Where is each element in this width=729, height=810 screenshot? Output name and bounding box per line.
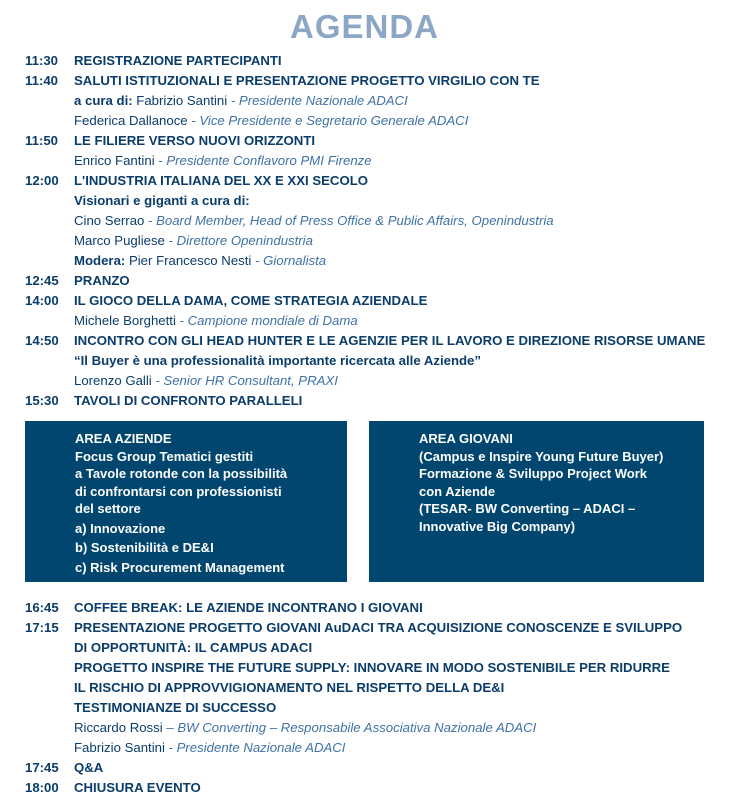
speaker-name: Michele Borghetti bbox=[74, 313, 176, 328]
box-line: del settore bbox=[75, 501, 141, 516]
agenda-heading: Q&A bbox=[74, 760, 104, 775]
agenda-heading: TESTIMONIANZE DI SUCCESSO bbox=[74, 700, 277, 715]
agenda-row bbox=[25, 331, 715, 351]
agenda-text bbox=[74, 131, 315, 151]
agenda-row bbox=[25, 778, 715, 798]
agenda-text bbox=[74, 171, 368, 191]
agenda-row bbox=[25, 111, 715, 131]
speaker-role: - Presidente Conflavoro PMI Firenze bbox=[154, 153, 372, 168]
agenda-text bbox=[74, 658, 670, 678]
agenda-text bbox=[74, 351, 481, 371]
agenda-row bbox=[25, 91, 715, 111]
agenda-row bbox=[25, 51, 715, 71]
agenda-heading: Modera: bbox=[74, 253, 129, 268]
box-line: (Campus e Inspire Young Future Buyer) bbox=[419, 448, 664, 464]
agenda-text bbox=[74, 91, 408, 111]
agenda-heading: a cura di: bbox=[74, 93, 137, 108]
agenda-time: 14:00 bbox=[25, 293, 59, 308]
agenda-text bbox=[74, 638, 312, 658]
agenda-row bbox=[25, 291, 715, 311]
agenda-text bbox=[74, 618, 682, 638]
agenda-row bbox=[25, 738, 715, 758]
agenda-heading: IL RISCHIO DI APPROVVIGIONAMENTO NEL RISPETTO DELLA DE&I bbox=[74, 680, 505, 695]
agenda-time bbox=[25, 658, 74, 678]
agenda-time bbox=[25, 191, 74, 211]
agenda-text bbox=[74, 718, 536, 738]
agenda-row bbox=[25, 231, 715, 251]
speaker-name: Fabrizio Santini bbox=[74, 740, 165, 755]
box-line: Formazione & Sviluppo Project Work bbox=[419, 466, 648, 481]
agenda-heading: INCONTRO CON GLI HEAD HUNTER E LE AGENZIE PER IL LAVORO E DIREZIONE RISORSE UMANE bbox=[74, 333, 706, 348]
agenda-row bbox=[25, 678, 715, 698]
agenda-row bbox=[25, 271, 715, 291]
agenda-heading: PRESENTAZIONE PROGETTO GIOVANI AuDACI TRA ACQUISIZIONE CONOSCENZE E SVILUPPO bbox=[74, 620, 683, 635]
agenda-time: 11:40 bbox=[25, 73, 59, 88]
speaker-role: - Campione mondiale di Dama bbox=[175, 313, 358, 328]
agenda-heading: DI OPPORTUNITÀ: IL CAMPUS ADACI bbox=[74, 640, 313, 655]
speaker-name: Cino Serrao bbox=[74, 213, 145, 228]
agenda-time bbox=[25, 251, 74, 271]
agenda-text bbox=[74, 191, 250, 211]
box-line: AREA GIOVANI bbox=[419, 431, 513, 446]
agenda-heading: PROGETTO INSPIRE THE FUTURE SUPPLY: INNOVARE IN MODO SOSTENIBILE PER RIDURRE bbox=[74, 660, 670, 675]
agenda-text bbox=[74, 371, 338, 391]
agenda-time: 14:50 bbox=[25, 333, 59, 348]
agenda-time bbox=[25, 698, 74, 718]
agenda-row bbox=[25, 311, 715, 331]
box-line: c) Risk Procurement Management bbox=[75, 559, 285, 575]
agenda-text bbox=[74, 391, 302, 411]
agenda-time bbox=[25, 638, 74, 658]
agenda-row bbox=[25, 391, 715, 411]
speaker-name: Fabrizio Santini bbox=[136, 93, 228, 108]
box-line: di confrontarsi con professionisti bbox=[75, 483, 282, 499]
agenda-text bbox=[74, 331, 705, 351]
agenda-heading: TAVOLI DI CONFRONTO PARALLELI bbox=[74, 393, 303, 408]
agenda-row bbox=[25, 638, 715, 658]
box-line: Focus Group Tematici gestiti bbox=[75, 448, 254, 464]
speaker-name: Lorenzo Galli bbox=[74, 373, 152, 388]
speaker-role: - Presidente Nazionale ADACI bbox=[164, 740, 346, 755]
agenda-time: 17:15 bbox=[25, 620, 59, 635]
agenda-text bbox=[74, 111, 468, 131]
agenda-time bbox=[25, 738, 74, 758]
agenda-row bbox=[25, 658, 715, 678]
agenda-row bbox=[25, 618, 715, 638]
agenda-time: 12:45 bbox=[25, 273, 59, 288]
agenda-row bbox=[25, 131, 715, 151]
agenda-text bbox=[74, 51, 282, 71]
agenda-heading: COFFEE BREAK: LE AZIENDE INCONTRANO I GIOVANI bbox=[74, 600, 423, 615]
agenda-time: 17:45 bbox=[25, 760, 59, 775]
agenda-time: 12:00 bbox=[25, 173, 59, 188]
agenda-time bbox=[25, 718, 74, 738]
agenda-time bbox=[25, 111, 74, 131]
agenda-row bbox=[25, 718, 715, 738]
agenda-text bbox=[74, 151, 372, 171]
speaker-role: - Vice Presidente e Segretario Generale ADACI bbox=[187, 113, 469, 128]
agenda-row bbox=[25, 71, 715, 91]
agenda-text bbox=[74, 778, 201, 798]
box-line: (TESAR- BW Converting – ADACI – bbox=[419, 501, 636, 516]
speaker-name: Federica Dallanoce bbox=[74, 113, 188, 128]
speaker-role: - Giornalista bbox=[251, 253, 327, 268]
agenda-time bbox=[25, 91, 74, 111]
agenda-text bbox=[74, 71, 540, 91]
agenda-time bbox=[25, 371, 74, 391]
agenda-row bbox=[25, 698, 715, 718]
agenda-row bbox=[25, 151, 715, 171]
agenda-text bbox=[74, 758, 103, 778]
speaker-name: Pier Francesco Nesti bbox=[128, 253, 252, 268]
agenda-list-top bbox=[25, 51, 715, 411]
speaker-name: Riccardo Rossi bbox=[74, 720, 163, 735]
agenda-text bbox=[74, 311, 358, 331]
agenda-time bbox=[25, 211, 74, 231]
agenda-heading: Visionari e giganti a cura di: bbox=[74, 193, 250, 208]
agenda-time: 15:30 bbox=[25, 393, 59, 408]
area-giovani-box bbox=[369, 421, 704, 582]
speaker-role: - Direttore Openindustria bbox=[164, 233, 313, 248]
box-line: a Tavole rotonde con la possibilità bbox=[75, 466, 288, 481]
agenda-text bbox=[74, 211, 554, 231]
agenda-time bbox=[25, 311, 74, 331]
speaker-role: - Senior HR Consultant, PRAXI bbox=[151, 373, 338, 388]
agenda-heading: LE FILIERE VERSO NUOVI ORIZZONTI bbox=[74, 133, 316, 148]
agenda-text bbox=[74, 231, 313, 251]
speaker-name: Enrico Fantini bbox=[74, 153, 155, 168]
agenda-row bbox=[25, 758, 715, 778]
agenda-text bbox=[74, 251, 326, 271]
speaker-name: Marco Pugliese bbox=[74, 233, 165, 248]
area-aziende-box bbox=[25, 421, 347, 582]
agenda-time bbox=[25, 231, 74, 251]
agenda-row bbox=[25, 211, 715, 231]
agenda-heading: PRANZO bbox=[74, 273, 130, 288]
page-title: AGENDA bbox=[289, 8, 439, 45]
agenda-row bbox=[25, 171, 715, 191]
agenda-time: 16:45 bbox=[25, 600, 59, 615]
agenda-text bbox=[74, 291, 427, 311]
agenda-row bbox=[25, 251, 715, 271]
agenda-row bbox=[25, 191, 715, 211]
agenda-heading: IL GIOCO DELLA DAMA, COME STRATEGIA AZIENDALE bbox=[74, 293, 428, 308]
agenda-time bbox=[25, 678, 74, 698]
agenda-heading: REGISTRAZIONE PARTECIPANTI bbox=[74, 53, 282, 68]
speaker-role: – BW Converting – Responsabile Associativa Nazionale ADACI bbox=[162, 720, 537, 735]
box-line: a) Innovazione bbox=[75, 520, 166, 536]
agenda-text bbox=[74, 271, 130, 291]
agenda-text bbox=[74, 598, 423, 618]
agenda-row bbox=[25, 371, 715, 391]
agenda-heading: CHIUSURA EVENTO bbox=[74, 780, 201, 795]
box-line: Innovative Big Company) bbox=[419, 518, 576, 534]
agenda-time bbox=[25, 351, 74, 371]
agenda-time: 11:30 bbox=[25, 53, 59, 68]
agenda-text bbox=[74, 698, 276, 718]
box-line: AREA AZIENDE bbox=[75, 431, 172, 446]
box-line: con Aziende bbox=[419, 483, 496, 499]
agenda-time: 11:50 bbox=[25, 133, 59, 148]
agenda-text bbox=[74, 678, 504, 698]
agenda-text bbox=[74, 738, 345, 758]
speaker-role: - Board Member, Head of Press Office & Public Affairs, Openindustria bbox=[144, 213, 554, 228]
box-line: b) Sostenibilità e DE&I bbox=[75, 540, 214, 555]
agenda-heading: L'INDUSTRIA ITALIANA DEL XX E XXI SECOLO bbox=[74, 173, 369, 188]
agenda-row bbox=[25, 351, 715, 371]
speaker-role: - Presidente Nazionale ADACI bbox=[227, 93, 408, 108]
agenda-heading: SALUTI ISTITUZIONALI E PRESENTAZIONE PROGETTO VIRGILIO CON TE bbox=[74, 73, 540, 88]
agenda-time: 18:00 bbox=[25, 780, 59, 795]
agenda-heading: “Il Buyer è una professionalità importante ricercata alle Aziende” bbox=[74, 353, 481, 368]
agenda-list-bottom bbox=[25, 598, 715, 798]
agenda-row bbox=[25, 598, 715, 618]
agenda-time bbox=[25, 151, 74, 171]
